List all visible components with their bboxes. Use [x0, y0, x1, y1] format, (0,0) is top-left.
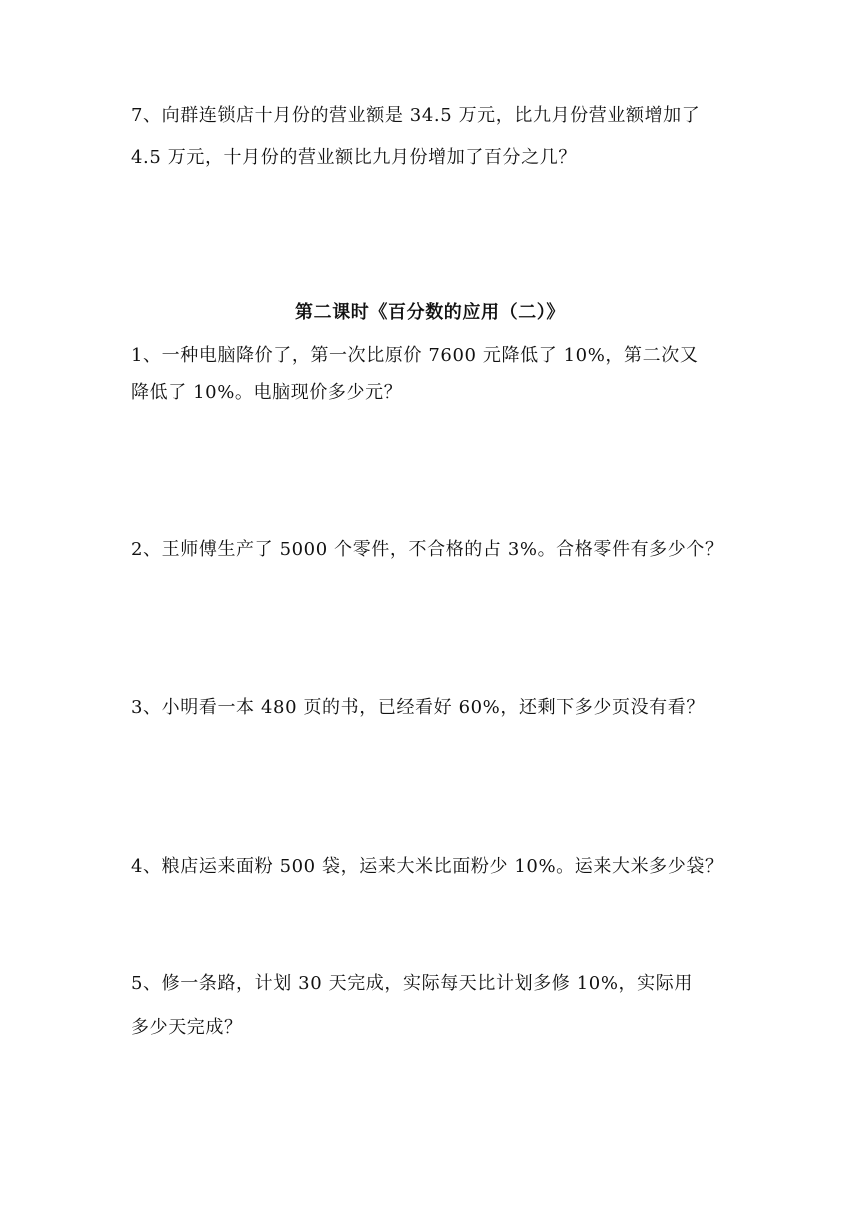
question-5-line-2: 多少天完成？ — [131, 1017, 243, 1038]
question-1-line-1: 1、一种电脑降价了，第一次比原价 7600 元降低了 10%，第二次又 — [131, 345, 699, 366]
question-3-line-1: 3、小明看一本 480 页的书，已经看好 60%，还剩下多少页没有看？ — [131, 697, 705, 718]
lesson-title: 第二课时《百分数的应用（二）》 — [295, 302, 565, 323]
question-2-line-1: 2、王师傅生产了 5000 个零件，不合格的占 3%。合格零件有多少个？ — [131, 539, 724, 560]
question-4-line-1: 4、粮店运来面粉 500 袋，运来大米比面粉少 10%。运来大米多少袋？ — [131, 856, 724, 877]
question-7-line-1: 7、向群连锁店十月份的营业额是 34.5 万元，比九月份营业额增加了 — [131, 105, 701, 126]
question-7-line-2: 4.5 万元，十月份的营业额比九月份增加了百分之几？ — [131, 147, 577, 168]
question-1-line-2: 降低了 10%。电脑现价多少元？ — [131, 382, 403, 403]
question-5-line-1: 5、修一条路，计划 30 天完成，实际每天比计划多修 10%，实际用 — [131, 973, 693, 994]
